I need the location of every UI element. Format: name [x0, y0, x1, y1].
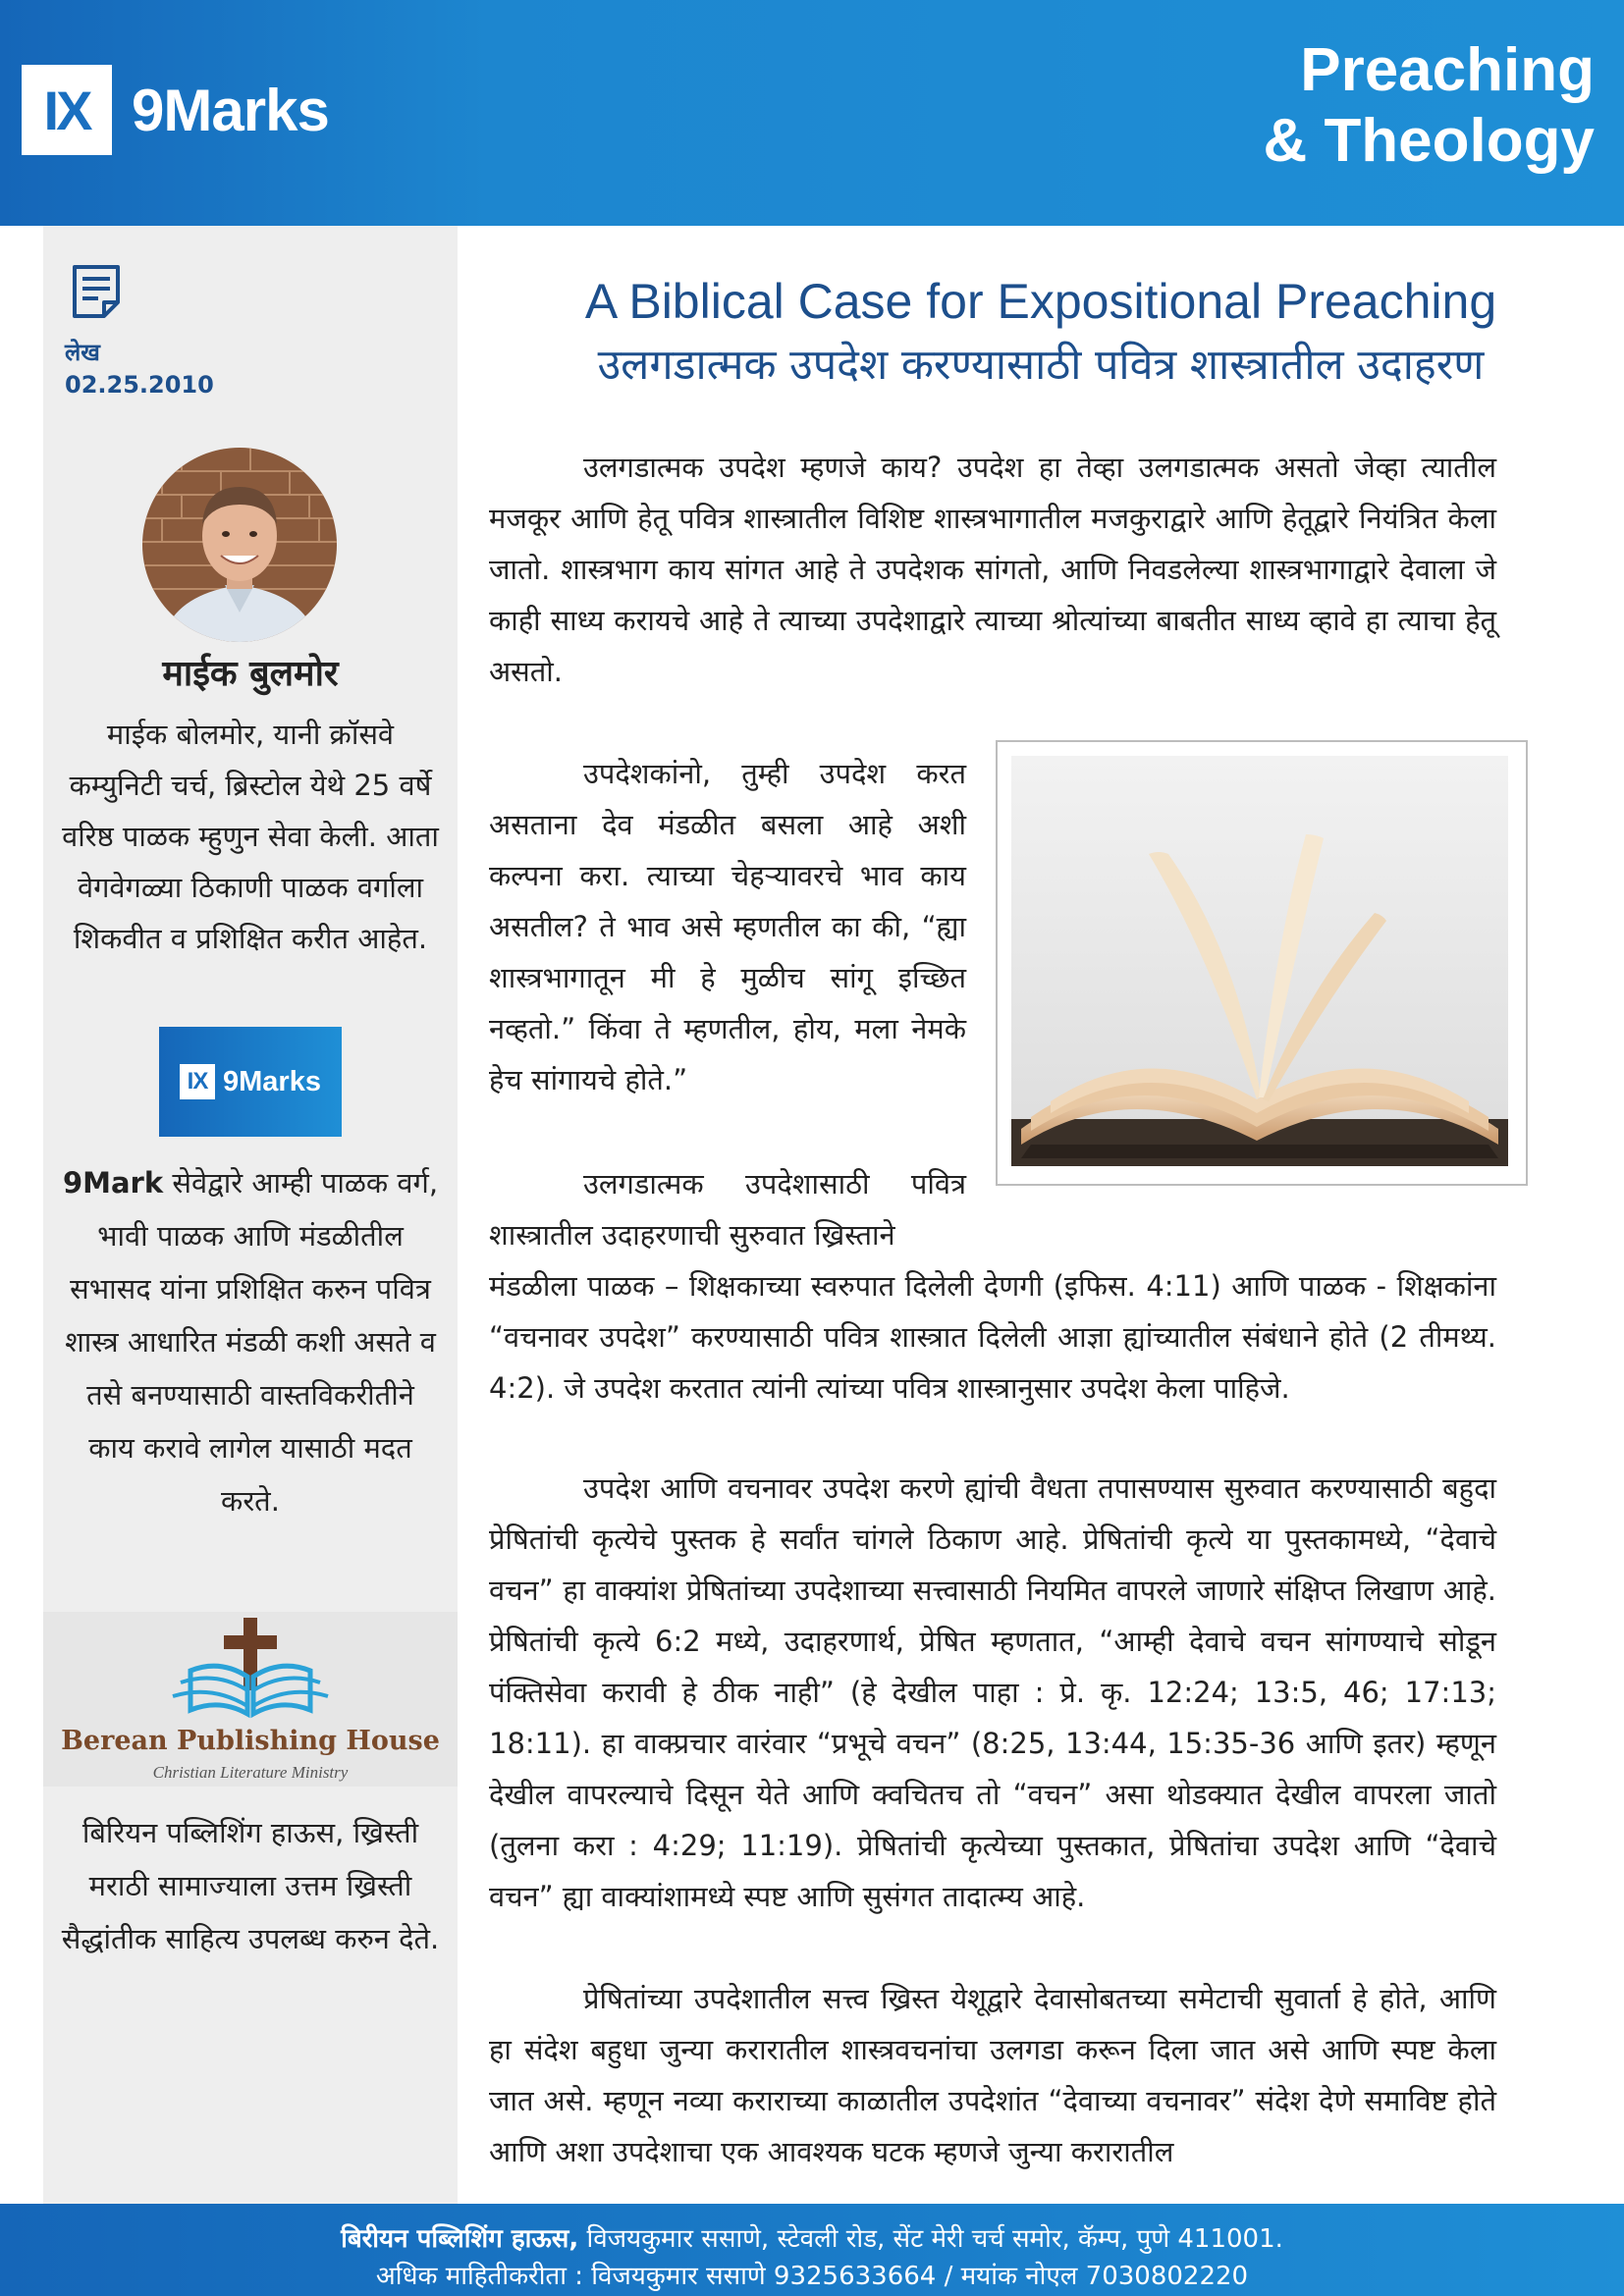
- footer-address-line: [0, 2219, 1624, 2255]
- berean-logo-panel: [43, 1612, 458, 1787]
- article-paragraph-5: प्रेषितांच्या उपदेशातील सत्त्व ख्रिस्त येशूद्वारे देवासोबतच्या समेटाची सुवार्ता हे होते, आणि हा संदेश बहुधा जुन्या करारातील शास्त्रवचनांचा उलगडा करून दिला जात असे आणि स्पष्ट केला जात असे. म्हणून नव्या कराराच्या काळातील उपदेशांत “देवाच्या वचनावर” संदेश देणे समाविष्ट होते आणि अशा उपदेशाचा एक आवश्यक घटक म्हणजे जुन्या करारातील: [489, 1982, 1496, 2168]
- section-title: [1263, 35, 1595, 177]
- page-footer: [0, 2204, 1624, 2296]
- footer-address: विजयकुमार ससाणे, स्टेवली रोड, सेंट मेरी चर्च समोर, कॅम्प, पुणे 411001.: [578, 2224, 1283, 2254]
- article-type: लेख: [65, 339, 100, 366]
- section-title-line1: Preaching: [1300, 36, 1595, 104]
- document-icon: [69, 263, 124, 320]
- page-header: [0, 0, 1624, 226]
- open-book-image: [1011, 756, 1508, 1166]
- berean-logo-name: Berean Publishing House: [61, 1726, 440, 1756]
- mini-logo-text: 9Marks: [223, 1065, 321, 1097]
- article-date: 02.25.2010: [65, 371, 214, 399]
- author-name: माईक बुलमोर: [162, 654, 339, 694]
- sidebar: [43, 226, 458, 2204]
- section-title-line2: & Theology: [1263, 107, 1595, 175]
- berean-logo-tagline: Christian Literature Ministry: [152, 1763, 349, 1782]
- author-bio: माईक बोलमोर, यानी क्रॉसवे कम्युनिटी चर्च, ब्रिस्टोल येथे 25 वर्षे वरिष्ठ पाळक म्हुणुन सेवा केली. आता वेगवेगळ्या ठिकाणी पाळक वर्गाला शिकवीत व प्रशिक्षित करीत आहेत.: [62, 718, 439, 955]
- article-paragraph-3-start: उलगडात्मक उपदेशासाठी पवित्र शास्त्रातील उदाहरणाची सुरुवात ख्रिस्ताने: [489, 1167, 966, 1252]
- article-paragraph-1: उलगडात्मक उपदेश म्हणजे काय? उपदेश हा तेव्हा उलगडात्मक असतो जेव्हा त्यातील मजकूर आणि हेतू पवित्र शास्त्रातील विशिष्ट शास्त्रभागातील मजकुराद्वारे आणि हेतूद्वारे नियंत्रित केला जातो. शास्त्रभाग काय सांगत आहे ते उपदेशक सांगतो, आणि निवडलेल्या शास्त्रभागाद्वारे देवाला जे काही साध्य करायचे आहे ते त्याच्या उपदेशाद्वारे त्याच्या श्रोत्यांच्या बाबतीत साध्य व्हावे हा त्याचा हेतू असतो.: [489, 451, 1496, 688]
- article-paragraph-3-rest: मंडळीला पाळक – शिक्षकाच्या स्वरुपात दिलेली देणगी (इफिस. 4:11) आणि पाळक - शिक्षकांना “वचनावर उपदेश” करण्यासाठी पवित्र शास्त्रात दिलेली आज्ञा ह्यांच्यातील संबंधाने होते (2 तीमथ्य. 4:2). जे उपदेश करतात त्यांनी त्यांच्या पवित्र शास्त्रानुसार उपदेश केला पाहिजे.: [489, 1269, 1496, 1405]
- article-title-marathi: उलगडात्मक उपदेश करण्यासाठी पवित्र शास्त्रातील उदाहरण: [597, 341, 1485, 390]
- berean-logo-icon: [43, 1612, 458, 1730]
- article-paragraph-2: उपदेशकांनो, तुम्ही उपदेश करत असताना देव मंडळीत बसला आहे अशी कल्पना करा. त्याच्या चेहऱ्यावरचे भाव काय असतील? ते भाव असे म्हणतील का की, “ह्या शास्त्रभागातून मी हे मुळीच सांगू इच्छित नव्हतो.” किंवा ते म्हणतील, होय, मला नेमके हेच सांगायचे होते.”: [489, 757, 966, 1096]
- footer-publisher: बिरीयन पब्लिशिंग हाऊस,: [341, 2224, 579, 2254]
- 9marks-mini-logo: [159, 1027, 342, 1137]
- 9marks-logo: [22, 65, 329, 155]
- 9marks-description: [61, 1156, 440, 1527]
- 9marks-description-text: सेवेद्वारे आम्ही पाळक वर्ग, भावी पाळक आणि मंडळीतील सभासद यांना प्रशिक्षित करुन पवित्र शास्त्र आधारित मंडळी कशी असते व तसे बनण्यासाठी वास्तविकरीतीने काय करावे लागेल यासाठी मदत करते.: [65, 1166, 439, 1518]
- 9marks-name: 9Mark: [62, 1166, 164, 1200]
- berean-description: बिरियन पब्लिशिंग हाऊस, ख्रिस्ती मराठी सामाज्याला उत्तम ख्रिस्ती सैद्धांतीक साहित्य उपलब्ध करुन देते.: [61, 1816, 440, 1955]
- author-avatar: [142, 448, 337, 642]
- open-book-photo: [996, 740, 1528, 1186]
- logo-text: 9Marks: [132, 77, 329, 143]
- mini-logo-mark: IX: [180, 1064, 215, 1099]
- article-paragraph-4: उपदेश आणि वचनावर उपदेश करणे ह्यांची वैधता तपासण्यास सुरुवात करण्यासाठी बहुदा प्रेषितांची कृत्येचे पुस्तक हे सर्वांत चांगले ठिकाण आहे. प्रेषितांची कृत्ये या पुस्तकामध्ये, “देवाचे वचन” हा वाक्यांश प्रेषितांच्या उपदेशाच्या सत्त्वासाठी नियमित वापरले जाणारे संक्षिप्त लिखाण आहे. प्रेषितांची कृत्ये 6:2 मध्ये, उदाहरणार्थ, प्रेषित म्हणतात, “आम्ही देवाचे वचन सांगण्याचे सोडून पंक्तिसेवा करावी हे ठीक नाही” (हे देखील पाहा : प्रे. कृ. 12:24; 13:5, 46; 17:13; 18:11). हा वाक्प्रचार वारंवार “प्रभूचे वचन” (8:25, 13:44, 15:35-36 आणि इतर) म्हणून देखील वापरल्याचे दिसून येते आणि क्वचितच तो “वचन” असा थोडक्यात देखील वापरला जातो (तुलना करा : 4:29; 11:19). प्रेषितांची कृत्येच्या पुस्तकात, प्रेषितांचा उपदेश आणि “देवाचे वचन” ह्या वाक्यांशामध्ये स्पष्ट आणि सुसंगत तादात्म्य आहे.: [489, 1471, 1496, 1913]
- article-title-english: A Biblical Case for Expositional Preaching: [584, 274, 1497, 329]
- logo-mark: IX: [22, 65, 112, 155]
- footer-contact: अधिक माहितीकरीता : विजयकुमार ससाणे 9325633664 / मयांक नोएल 7030802220: [375, 2262, 1249, 2291]
